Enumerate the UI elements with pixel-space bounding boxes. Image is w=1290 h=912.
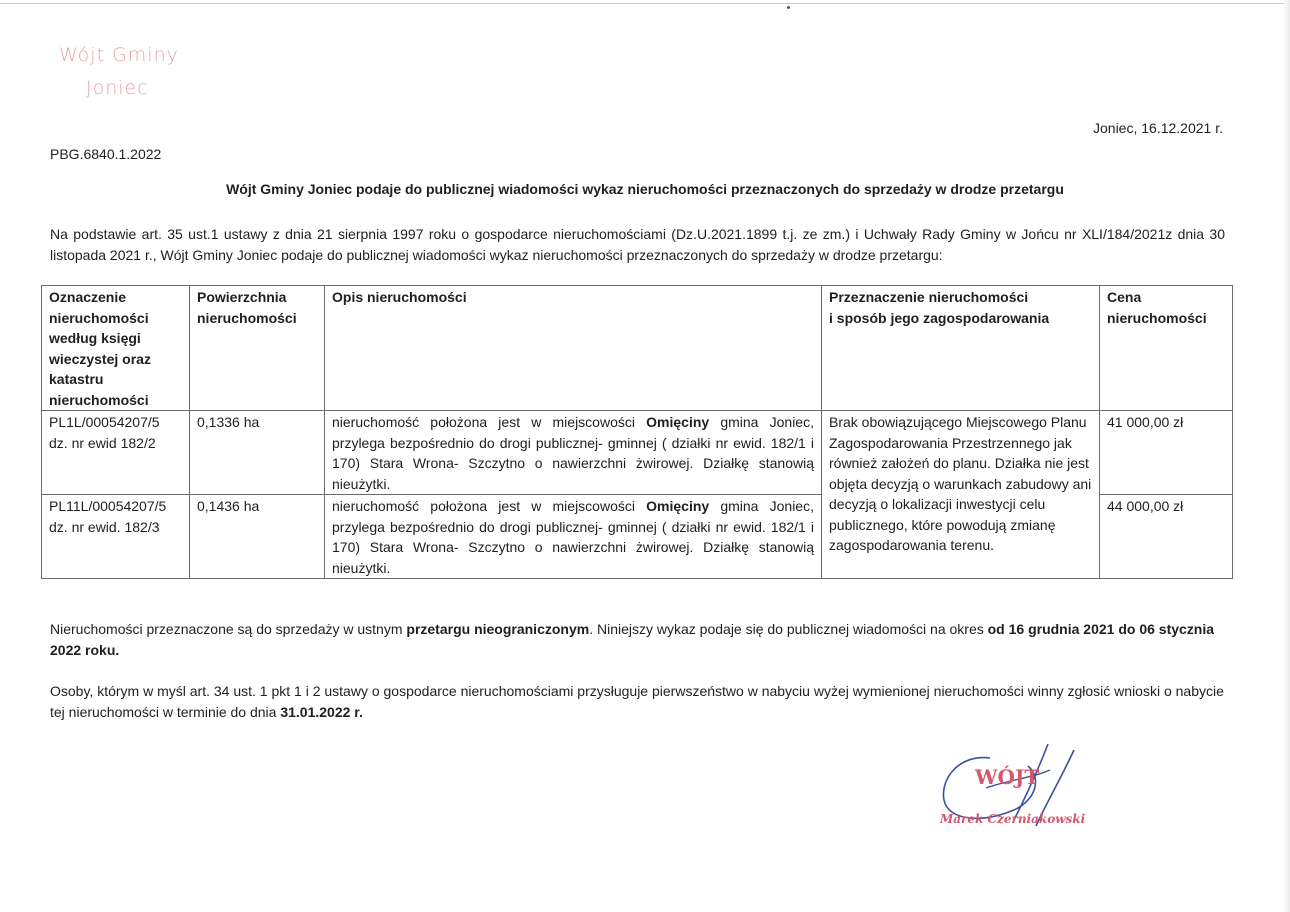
reference-number: PBG.6840.1.2022 [50,146,162,162]
land-register-number: PL11L/00054207/5 [49,498,167,514]
header-description: Opis nieruchomości [325,286,822,411]
header-purpose-line2: i sposób jego zagospodarowania [829,309,1050,326]
priority-text: Osoby, którym w myśl art. 34 ust. 1 pkt 1 i 2 ustawy o gospodarce nieruchomościami przysługuje pierwszeństwo w nabyciu wyżej wymienionej nieruchomości winny zgłosić wnioski o nabycie tej nieruchomości w terminie do dnia [50,683,1224,720]
table-header-row [42,286,1233,411]
header-purpose-line1: Przeznaczenie nieruchomości [829,289,1029,305]
description-cell [325,495,822,579]
price-cell: 44 000,00 zł [1100,495,1233,579]
parcel-number: dz. nr ewid 182/2 [49,434,156,451]
signatory-name: Marek Czerniakowski [940,812,1086,826]
area-cell: 0,1436 ha [190,495,325,579]
tender-paragraph [50,619,1230,661]
intro-paragraph: Na podstawie art. 35 ust.1 ustawy z dnia 21 sierpnia 1997 roku o gospodarce nieruchomościami (Dz.U.2021.1899 t.j. ze zm.) i Uchwały Rady Gminy w Jońcu nr XLI/184/2021z dnia 30 listopada 2021 r., Wójt Gminy Joniec podaje do publicznej wiadomości wykaz nieruchomości przeznaczonych do sprzedaży w drodze przetargu: [50,226,1225,263]
stamp-line-1: Wójt Gminy [59,44,179,66]
display-period: od 16 grudnia 2021 do 06 stycznia 2022 roku. [50,621,1215,658]
description-text: nieruchomość położona jest w miejscowości [332,414,647,430]
village-name: Omięciny [646,498,710,514]
description-cell [325,411,822,495]
header-designation: Oznaczenie nieruchomości według księgi wieczystej oraz katastru nieruchomości [42,286,190,411]
property-table [41,285,1233,579]
table-row [42,411,1233,495]
stamp-line-2: Joniec [86,77,149,99]
land-register-number: PL1L/00054207/5 [49,414,160,430]
designation-cell [42,411,190,495]
village-name: Omięciny [646,414,710,430]
description-text-cont: gmina Joniec, przylega bezpośrednio do drogi publicznej- gminnej ( działki nr ewid. 182/1 i 170) Stara Wrona- Szczytno o nawierzchni żwirowej. Działkę stanowią nieużytki. [332,414,814,492]
scan-top-rule [0,3,1290,4]
document-title: Wójt Gminy Joniec podaje do publicznej wiadomości wykaz nieruchomości przeznaczonych do sprzedaży w drodze przetargu [226,181,1064,197]
header-price: Cena nieruchomości [1100,286,1233,411]
tender-type: przetargu nieograniczonym [406,621,590,637]
scan-right-edge [1284,0,1290,912]
description-text: nieruchomość położona jest w miejscowości [332,498,647,514]
deadline-date: 31.01.2022 r. [280,704,363,720]
header-purpose [822,286,1100,411]
header-area: Powierzchnia nieruchomości [190,286,325,411]
tender-text: Nieruchomości przeznaczone są do sprzedaży w ustnym [50,621,407,637]
priority-paragraph [50,681,1230,723]
parcel-number: dz. nr ewid. 182/3 [49,518,160,535]
tender-text-cont: . Niniejszy wykaz podaje się do publicznej wiadomości na okres [589,621,988,637]
purpose-cell: Brak obowiązującego Miejscowego Planu Zagospodarowania Przestrzennego jak również założeń do planu. Działka nie jest objęta decyzją o warunkach zabudowy ani decyzją o lokalizacji inwestycji celu publicznego, które powodują zmianę zagospodarowania terenu. [822,411,1100,579]
document-date: Joniec, 16.12.2021 r. [1093,120,1223,136]
area-cell: 0,1336 ha [190,411,325,495]
signature-title: WÓJT [975,765,1040,789]
scan-speck [787,6,790,9]
description-text-cont: gmina Joniec, przylega bezpośrednio do drogi publicznej- gminnej ( działki nr ewid. 182/1 i 170) Stara Wrona- Szczytno o nawierzchni żwirowej. Działkę stanowią nieużytki. [332,498,814,576]
designation-cell [42,495,190,579]
price-cell: 41 000,00 zł [1100,411,1233,495]
